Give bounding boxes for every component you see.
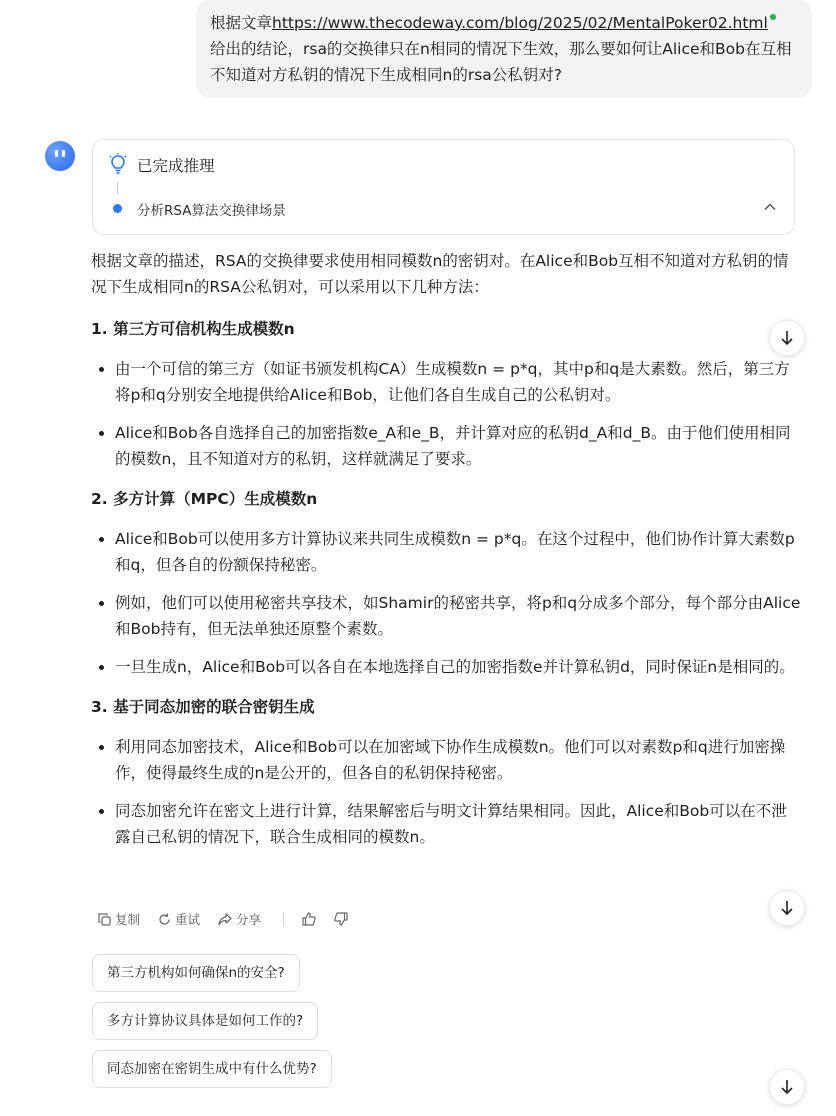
retry-button[interactable]	[158, 910, 200, 928]
scroll-to-bottom-button[interactable]	[769, 1069, 805, 1105]
arrow-down-icon	[780, 1079, 794, 1095]
link-status-dot	[770, 14, 776, 20]
list-item: 利用同态加密技术，Alice和Bob可以在加密域下协作生成模数n。他们可以对素数p和q进行加密操作，使得最终生成的n是公开的，但各自的私钥保持秘密。	[91, 734, 801, 786]
reasoning-connector	[117, 182, 118, 194]
reasoning-step-dot	[113, 204, 122, 213]
section-list	[91, 526, 801, 680]
message-actions	[98, 908, 366, 930]
assistant-avatar	[45, 141, 75, 171]
thumbs-up-icon	[302, 912, 316, 926]
reasoning-panel[interactable]	[92, 139, 795, 235]
share-button[interactable]	[218, 910, 261, 928]
section-heading: 1. 第三方可信机构生成模数n	[91, 320, 295, 338]
refresh-icon	[158, 913, 171, 926]
list-item: 一旦生成n，Alice和Bob可以各自在本地选择自己的加密指数e并计算私钥d，同时保证n是相同的。	[91, 654, 801, 680]
like-button[interactable]	[302, 912, 316, 926]
copy-icon	[98, 913, 111, 926]
suggestion-button[interactable]: 第三方机构如何确保n的安全?	[92, 954, 300, 992]
list-item: 例如，他们可以使用秘密共享技术，如Shamir的秘密共享，将p和q分成多个部分，每个部分由Alice和Bob持有，但无法单独还原整个素数。	[91, 590, 801, 642]
avatar-eye-left	[55, 150, 58, 157]
arrow-down-icon	[780, 900, 794, 916]
suggestion-button[interactable]: 同态加密在密钥生成中有什么优势?	[92, 1050, 332, 1088]
scroll-to-bottom-button[interactable]	[769, 320, 805, 356]
reasoning-step-label: 分析RSA算法交换律场景	[137, 203, 286, 219]
list-item: 由一个可信的第三方（如证书颁发机构CA）生成模数n = p*q，其中p和q是大素数。然后，第三方将p和q分别安全地提供给Alice和Bob，让他们各自生成自己的公私钥对。	[91, 356, 801, 408]
user-message-prefix: 根据文章	[210, 14, 273, 32]
reasoning-status: 已完成推理	[137, 157, 215, 175]
assistant-answer	[91, 248, 801, 850]
section-heading: 2. 多方计算（MPC）生成模数n	[91, 490, 318, 508]
chevron-up-icon[interactable]	[764, 202, 776, 212]
copy-label: 复制	[115, 912, 141, 927]
retry-label: 重试	[175, 912, 201, 927]
list-item: Alice和Bob各自选择自己的加密指数e_A和e_B，并计算对应的私钥d_A和d_B。由于他们使用相同的模数n，且不知道对方的私钥，这样就满足了要求。	[91, 420, 801, 472]
section-heading: 3. 基于同态加密的联合密钥生成	[91, 698, 315, 716]
section-list	[91, 356, 801, 472]
article-link[interactable]: https://www.thecodeway.com/blog/2025/02/MentalPoker02.html	[272, 14, 768, 32]
answer-intro: 根据文章的描述，RSA的交换律要求使用相同模数n的密钥对。在Alice和Bob互相不知道对方私钥的情况下生成相同n的RSA公私钥对，可以采用以下几种方法：	[91, 252, 789, 296]
list-item: 同态加密允许在密文上进行计算，结果解密后与明文计算结果相同。因此，Alice和Bob可以在不泄露自己私钥的情况下，联合生成相同的模数n。	[91, 798, 801, 850]
copy-button[interactable]	[98, 910, 140, 928]
section-list	[91, 734, 801, 850]
thumbs-down-icon	[334, 912, 348, 926]
arrow-down-icon	[780, 330, 794, 346]
action-divider	[283, 912, 284, 926]
user-message-bubble	[196, 0, 812, 98]
user-message-suffix: 给出的结论，rsa的交换律只在n相同的情况下生效，那么要如何让Alice和Bob在互相不知道对方私钥的情况下生成相同n的rsa公私钥对?	[210, 40, 792, 84]
list-item: Alice和Bob可以使用多方计算协议来共同生成模数n = p*q。在这个过程中，他们协作计算大素数p和q，但各自的份额保持秘密。	[91, 526, 801, 578]
avatar-eye-right	[62, 150, 65, 157]
scroll-to-bottom-button[interactable]	[769, 890, 805, 926]
share-icon	[218, 913, 232, 926]
share-label: 分享	[236, 912, 262, 927]
dislike-button[interactable]	[334, 912, 348, 926]
suggestion-button[interactable]: 多方计算协议具体是如何工作的?	[92, 1002, 318, 1040]
lightbulb-icon	[109, 153, 127, 175]
